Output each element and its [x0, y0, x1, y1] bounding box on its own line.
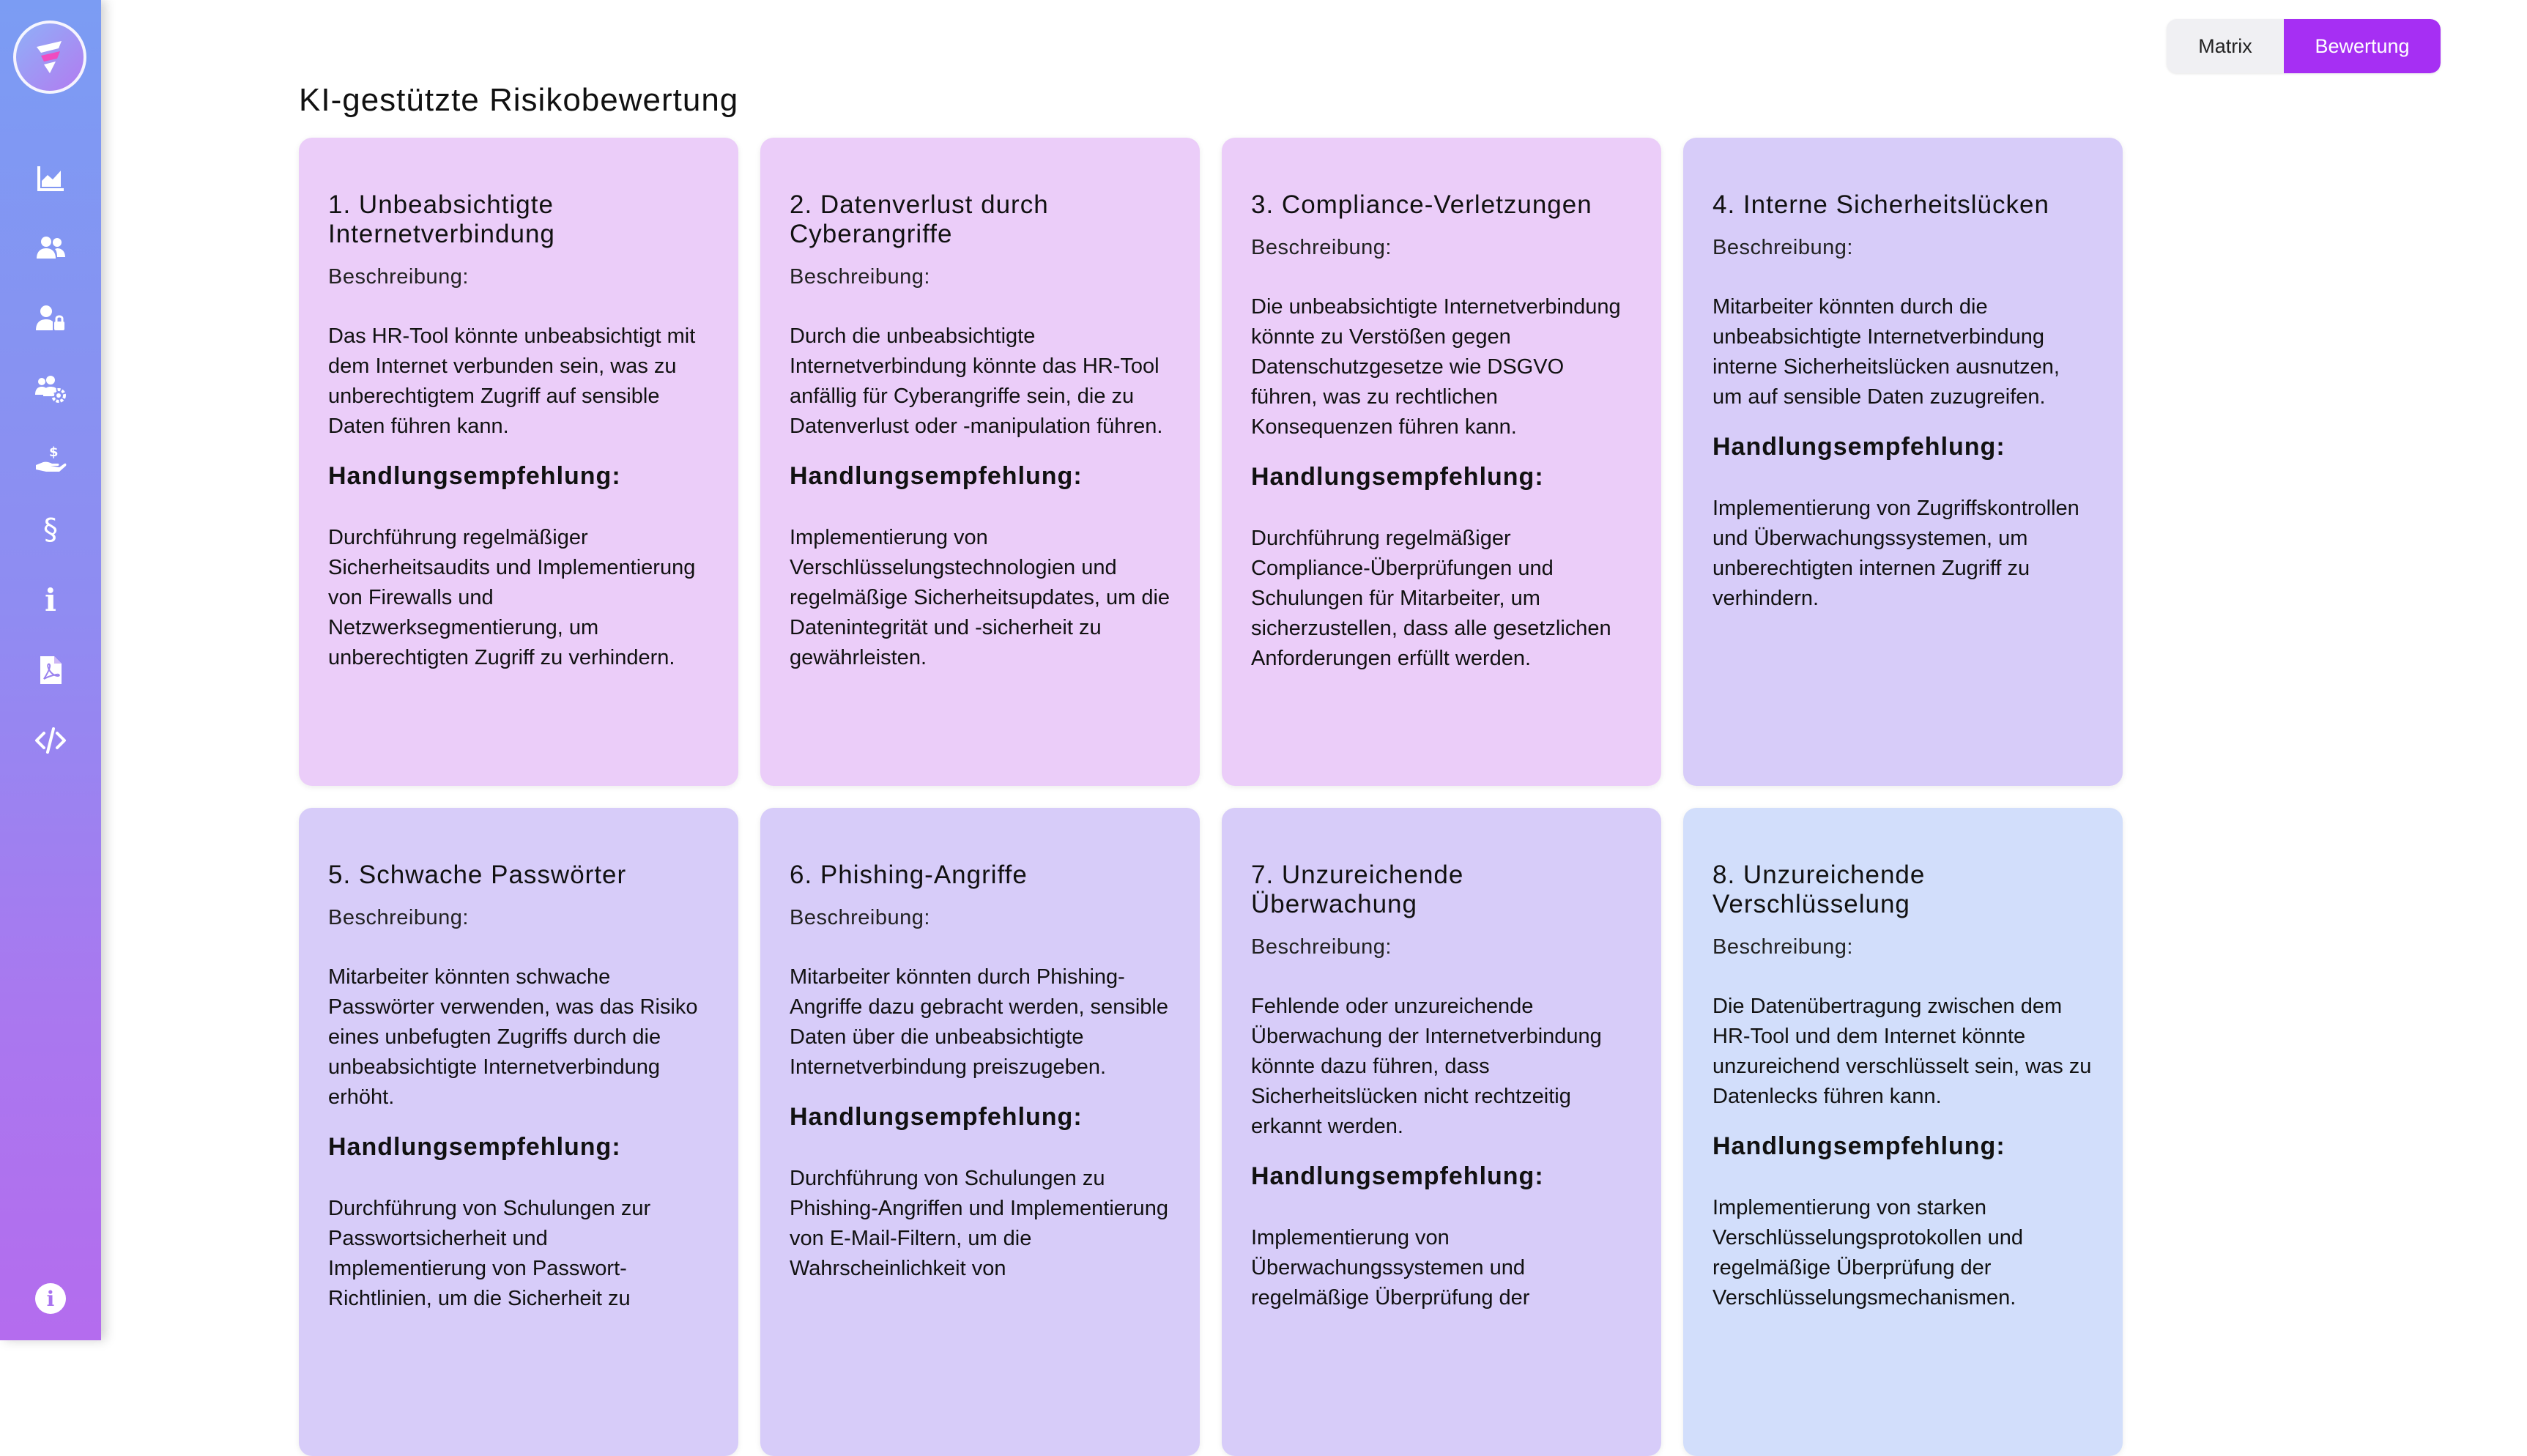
description-label: Beschreibung:	[1713, 236, 1853, 259]
description-label: Beschreibung:	[790, 265, 930, 289]
risk-card-6	[760, 808, 1200, 1456]
recommendation-text: Durchführung regelmäßiger Compliance-Überprüfungen und Schulungen für Mitarbeiter, um sicherzustellen, dass alle gesetzlichen Anforderungen erfüllt werden.	[1251, 527, 1611, 670]
sidebar	[0, 0, 101, 1340]
description-text: Fehlende oder unzureichende Überwachung der Internetverbindung könnte dazu führen, dass Sicherheitslücken nicht rechtzeitig erkannt werden.	[1251, 995, 1602, 1138]
recommendation-text: Durchführung von Schulungen zu Phishing-Angriffen und Implementierung von E-Mail-Filtern, um die Wahrscheinlichkeit von	[790, 1167, 1168, 1280]
nav-info[interactable]	[29, 578, 73, 622]
nav-user-security[interactable]	[29, 297, 73, 341]
risk-card-title: 2. Datenverlust durch Cyberangriffe	[790, 190, 1049, 248]
nav-users[interactable]	[29, 226, 73, 270]
risk-card-grid	[299, 138, 2123, 1456]
risk-card-title: 6. Phishing-Angriffe	[790, 861, 1028, 889]
bottom-info-icon[interactable]: i	[35, 1283, 66, 1314]
risk-card-title: 4. Interne Sicherheitslücken	[1713, 190, 2049, 219]
recommendation-text: Implementierung von Verschlüsselungstechnologien und regelmäßige Sicherheitsupdates, um die Datenintegrität und -sicherheit zu gewährleisten.	[790, 526, 1170, 669]
description-text: Mitarbeiter könnten durch die unbeabsichtigte Internetverbindung interne Sicherheitslücken ausnutzen, um auf sensible Daten zuzugreifen.	[1713, 295, 2060, 409]
description-text: Mitarbeiter könnten schwache Passwörter verwenden, was das Risiko eines unbefugten Zugriffs durch die unbeabsichtigte Internetverbindung erhöht.	[328, 965, 698, 1109]
risk-card-1	[299, 138, 738, 786]
description-text: Die unbeabsichtigte Internetverbindung könnte zu Verstößen gegen Datenschutzgesetze wie DSGVO führen, was zu rechtlichen Konsequenzen führen kann.	[1251, 295, 1621, 439]
description-label: Beschreibung:	[328, 265, 469, 289]
toggle-bewertung-button[interactable]: Bewertung	[2284, 19, 2441, 73]
nav-legal[interactable]	[29, 508, 73, 551]
risk-card-2	[760, 138, 1200, 786]
nav-code[interactable]	[29, 718, 73, 762]
user-lock-icon	[34, 302, 67, 335]
recommendation-text: Durchführung von Schulungen zur Passwortsicherheit und Implementierung von Passwort-Richtlinien, um die Sicherheit zu	[328, 1197, 651, 1310]
description-label: Beschreibung:	[328, 906, 469, 929]
risk-card-title: 8. Unzureichende Verschlüsselung	[1713, 861, 1926, 918]
chart-area-icon	[34, 162, 67, 194]
description-text: Die Datenübertragung zwischen dem HR-Tool und dem Internet könnte unzureichend verschlüsselt sein, was zu Datenlecks führen kann.	[1713, 995, 2092, 1108]
code-icon	[34, 724, 67, 757]
view-toggle	[2167, 19, 2441, 73]
recommendation-label: Handlungsempfehlung:	[790, 1103, 1083, 1131]
recommendation-label: Handlungsempfehlung:	[1713, 433, 2005, 461]
nav-pdf[interactable]	[29, 648, 73, 692]
paragraph-icon: §	[43, 513, 58, 546]
info-icon: i	[45, 582, 56, 618]
recommendation-label: Handlungsempfehlung:	[1713, 1132, 2005, 1160]
toggle-matrix-button[interactable]: Matrix	[2198, 34, 2252, 57]
users-icon	[34, 232, 67, 264]
description-label: Beschreibung:	[790, 906, 930, 929]
page-title: KI-gestützte Risikobewertung	[299, 82, 739, 118]
risk-card-8	[1683, 808, 2123, 1456]
recommendation-text: Implementierung von starken Verschlüsselungsprotokollen und regelmäßige Überprüfung der Verschlüsselungsmechanismen.	[1713, 1196, 2023, 1310]
description-text: Durch die unbeabsichtigte Internetverbindung könnte das HR-Tool anfällig für Cyberangriffe sein, die zu Datenverlust oder -manipulation führen.	[790, 324, 1163, 438]
file-pdf-icon	[34, 654, 67, 686]
description-label: Beschreibung:	[1251, 935, 1392, 959]
recommendation-label: Handlungsempfehlung:	[328, 1133, 621, 1161]
risk-card-5	[299, 808, 738, 1456]
risk-card-3	[1222, 138, 1661, 786]
nav-user-settings[interactable]	[29, 367, 73, 411]
nav-costs[interactable]	[29, 437, 73, 481]
description-text: Mitarbeiter könnten durch Phishing-Angriffe dazu gebracht werden, sensible Daten über die unbeabsichtigte Internetverbindung preiszugeben.	[790, 965, 1168, 1079]
recommendation-text: Durchführung regelmäßiger Sicherheitsaudits und Implementierung von Firewalls und Netzwerksegmentierung, um unberechtigten Zugriff zu verhindern.	[328, 526, 696, 669]
risk-card-title: 1. Unbeabsichtigte Internetverbindung	[328, 190, 555, 248]
description-label: Beschreibung:	[1713, 935, 1853, 959]
recommendation-text: Implementierung von Überwachungssystemen und regelmäßige Überprüfung der	[1251, 1226, 1530, 1310]
hand-dollar-icon	[34, 443, 67, 475]
risk-card-4	[1683, 138, 2123, 786]
risk-card-title: 5. Schwache Passwörter	[328, 861, 627, 889]
users-gear-icon	[34, 373, 67, 405]
recommendation-label: Handlungsempfehlung:	[1251, 463, 1544, 491]
app-logo[interactable]	[13, 21, 86, 94]
risk-card-title: 3. Compliance-Verletzungen	[1251, 190, 1592, 219]
recommendation-text: Implementierung von Zugriffskontrollen und Überwachungssystemen, um unberechtigten internen Zugriff zu verhindern.	[1713, 497, 2079, 610]
risk-card-title: 7. Unzureichende Überwachung	[1251, 861, 1464, 918]
recommendation-label: Handlungsempfehlung:	[1251, 1162, 1544, 1190]
svg-text:$: $	[49, 445, 59, 460]
recommendation-label: Handlungsempfehlung:	[328, 462, 621, 490]
nav-dashboard[interactable]	[29, 156, 73, 200]
risk-card-7	[1222, 808, 1661, 1456]
logo-icon	[29, 37, 70, 78]
description-text: Das HR-Tool könnte unbeabsichtigt mit dem Internet verbunden sein, was zu unberechtigtem Zugriff auf sensible Daten führen kann.	[328, 324, 696, 438]
recommendation-label: Handlungsempfehlung:	[790, 462, 1083, 490]
description-label: Beschreibung:	[1251, 236, 1392, 259]
